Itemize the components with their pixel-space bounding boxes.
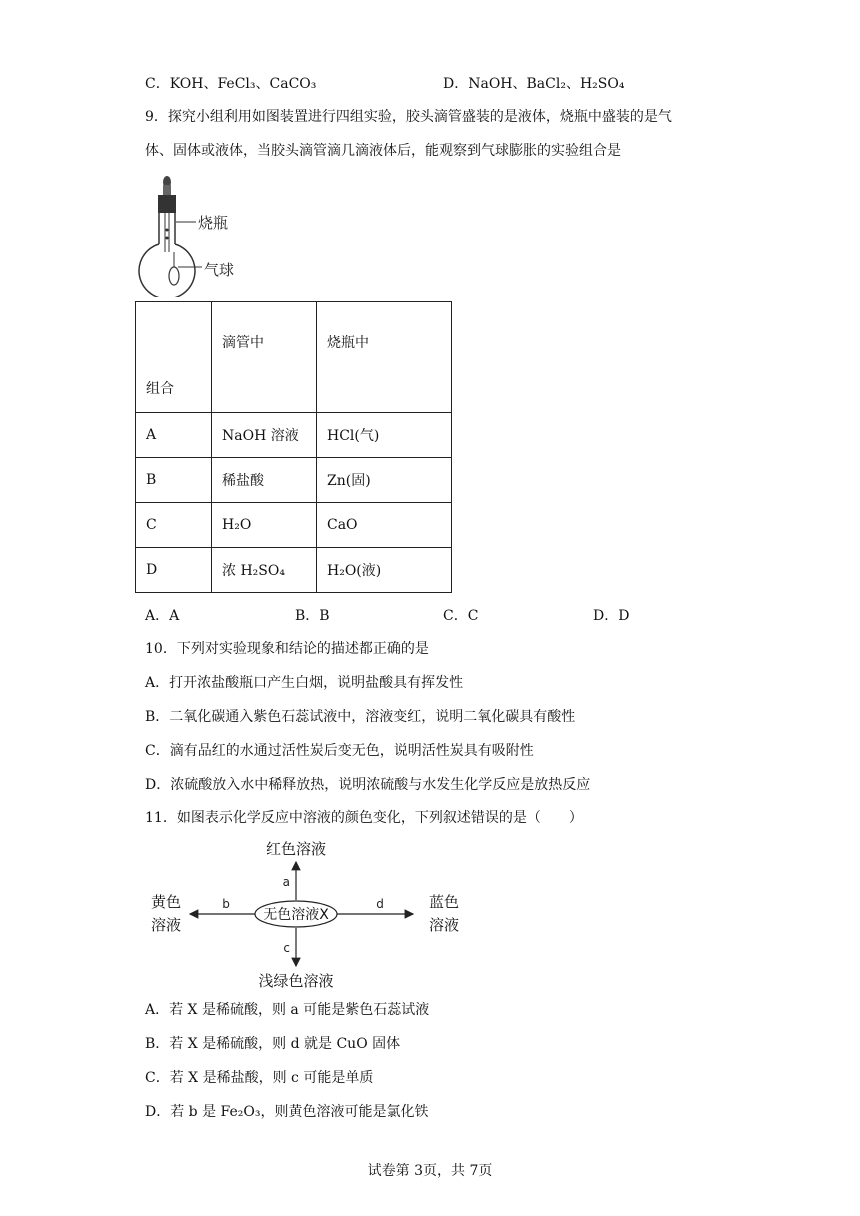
color-change-diagram [140, 838, 470, 993]
q9-option-a: A．A [145, 608, 180, 624]
q11-option-d: D．若 b 是 Fe₂O₃，则黄色溶液可能是氯化铁 [145, 1104, 429, 1120]
flask-label: 烧瓶 [198, 214, 229, 232]
q8-option-d: D．NaOH、BaCl₂、H₂SO₄ [443, 76, 625, 92]
q10-stem: 10．下列对实验现象和结论的描述都正确的是 [145, 641, 429, 657]
q9-stem-line2: 体、固体或液体，当胶头滴管滴几滴液体后，能观察到气球膨胀的实验组合是 [145, 143, 621, 159]
q11-option-b: B．若 X 是稀硫酸，则 d 就是 CuO 固体 [145, 1036, 401, 1052]
left-label-1: 黄色 [150, 893, 182, 911]
q10-option-a: A．打开浓盐酸瓶口产生白烟，说明盐酸具有挥发性 [145, 675, 464, 691]
table-cell: D [136, 548, 212, 593]
table-cell: NaOH 溶液 [212, 413, 317, 458]
q9-stem-line1: 9．探究小组利用如图装置进行四组实验，胶头滴管盛装的是液体，烧瓶中盛装的是气 [145, 109, 672, 125]
q9-experiment-table [135, 301, 452, 593]
arrow-b-label: b [222, 897, 230, 911]
arrow-c-label: c [283, 941, 290, 955]
right-label-2: 溶液 [428, 916, 460, 934]
header-group: 组合 [136, 302, 212, 413]
q11-option-c: C．若 X 是稀盐酸，则 c 可能是单质 [145, 1070, 374, 1086]
q10-option-b: B．二氧化碳通入紫色石蕊试液中，溶液变红，说明二氧化碳具有酸性 [145, 709, 576, 725]
page-footer: 试卷第 3页，共 7页 [367, 1163, 493, 1179]
header-dropper: 滴管中 [212, 302, 317, 413]
table-cell: 浓 H₂SO₄ [212, 548, 317, 593]
right-label-1: 蓝色 [428, 893, 460, 911]
q9-option-c: C．C [443, 608, 479, 624]
q10-option-d: D．浓硫酸放入水中稀释放热，说明浓硫酸与水发生化学反应是放热反应 [145, 777, 591, 793]
table-cell: H₂O(液) [317, 548, 452, 593]
table-cell: C [136, 503, 212, 548]
table-cell: HCl(气) [317, 413, 452, 458]
table-header-row [136, 302, 452, 413]
q8-option-c: C．KOH、FeCl₃、CaCO₃ [145, 76, 317, 92]
left-label-2: 溶液 [150, 916, 182, 934]
q11-option-a: A．若 X 是稀硫酸，则 a 可能是紫色石蕊试液 [145, 1002, 430, 1018]
table-row [136, 413, 452, 458]
table-cell: A [136, 413, 212, 458]
table-row [136, 503, 452, 548]
bottom-label: 浅绿色溶液 [258, 972, 334, 990]
balloon-label: 气球 [204, 261, 235, 279]
q11-stem: 11．如图表示化学反应中溶液的颜色变化，下列叙述错误的是（ ） [145, 810, 583, 826]
q9-option-d: D．D [593, 608, 630, 624]
arrow-d-label: d [376, 897, 384, 911]
arrow-a-label: a [282, 875, 290, 889]
table-cell: H₂O [212, 503, 317, 548]
table-row [136, 548, 452, 593]
table-cell: CaO [317, 503, 452, 548]
q10-option-c: C．滴有品红的水通过活性炭后变无色，说明活性炭具有吸附性 [145, 743, 534, 759]
table-cell: B [136, 458, 212, 503]
header-flask: 烧瓶中 [317, 302, 452, 413]
q9-option-b: B．B [295, 608, 330, 624]
table-row [136, 458, 452, 503]
center-label: 无色溶液X [263, 907, 329, 923]
flask-balloon-apparatus-figure [138, 172, 248, 297]
table-cell: Zn(固) [317, 458, 452, 503]
table-cell: 稀盐酸 [212, 458, 317, 503]
top-label: 红色溶液 [265, 840, 327, 858]
